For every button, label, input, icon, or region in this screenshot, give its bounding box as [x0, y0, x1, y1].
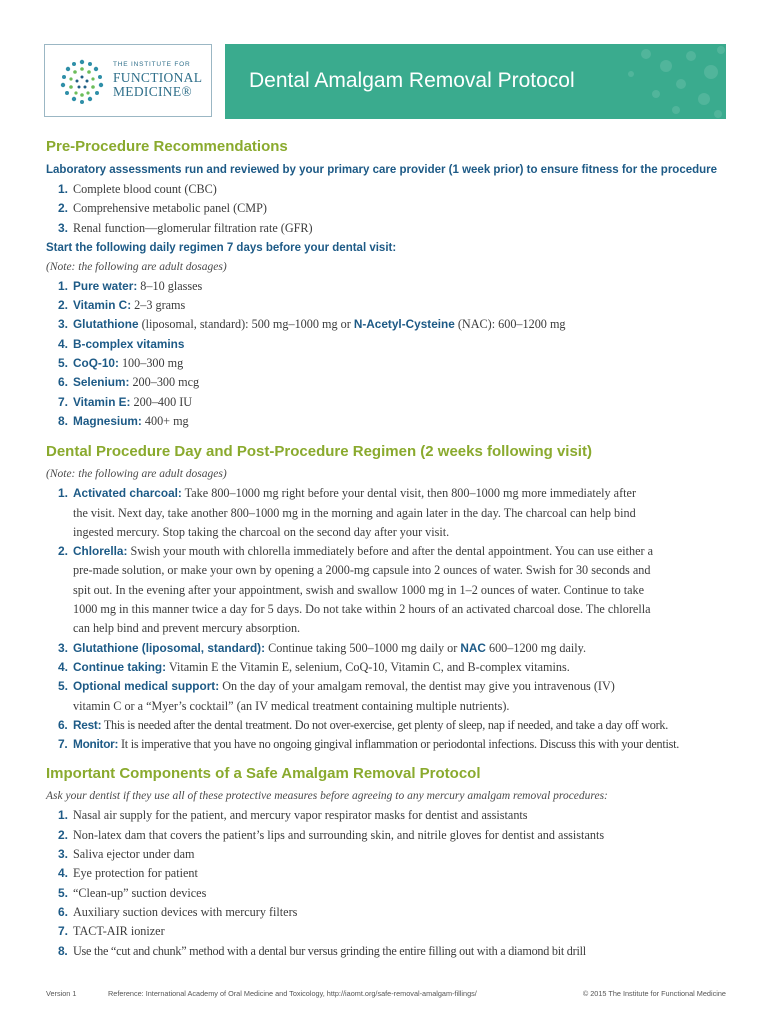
item-label: Continue taking:	[73, 659, 167, 674]
item-number: 4.	[58, 659, 69, 674]
item-text-line: This is needed after the dental treatment. Do not over-exercise, get plenty of sleep, nap if needed, and take a day off work.	[101, 717, 669, 732]
list-item	[46, 806, 736, 825]
footer-reference: Reference: International Academy of Oral Medicine and Toxicology, http://iaomt.org/safe-removal-amalgam-fillings/	[108, 989, 477, 998]
item-number: 8.	[58, 413, 69, 428]
logo-dots-icon	[59, 59, 105, 105]
lab-list	[46, 180, 736, 238]
item-label: Monitor:	[73, 737, 119, 752]
item-text: Non-latex dam that covers the patient’s lips and surrounding skin, and nitrile gloves for dentist and assistants	[73, 827, 605, 842]
footer-version: Version 1	[46, 989, 77, 998]
item-number: 1.	[58, 278, 69, 293]
item-number: 3.	[58, 317, 69, 332]
list-item	[46, 826, 736, 845]
list-item	[46, 393, 736, 412]
list-item	[46, 277, 736, 296]
list-item	[46, 373, 736, 392]
list-item	[46, 735, 736, 754]
item-text: “Clean-up” suction devices	[73, 885, 207, 900]
regimen-list	[46, 277, 736, 431]
list-item	[46, 484, 736, 542]
list-item	[46, 922, 736, 941]
item-text: Comprehensive metabolic panel (CMP)	[73, 201, 267, 216]
item-text-line: can help bind and prevent mercury absorption.	[73, 621, 301, 636]
item-label: Rest:	[73, 717, 102, 732]
list-item	[46, 542, 736, 638]
item-text-line: vitamin C or a “Myer’s cocktail” (an IV medical treatment containing multiple nutrients).	[73, 698, 510, 713]
dosage-note: (Note: the following are adult dosages)	[46, 468, 227, 481]
footer-copyright: © 2015 The Institute for Functional Medicine	[582, 989, 726, 998]
item-label-secondary: N-Acetyl-Cysteine	[353, 317, 455, 332]
list-item	[46, 677, 736, 716]
item-text: Saliva ejector under dam	[73, 847, 195, 862]
item-number: 1.	[58, 486, 69, 501]
item-text: 2–3 grams	[131, 298, 186, 313]
item-text: Nasal air supply for the patient, and mercury vapor respirator masks for dentist and assistants	[73, 808, 528, 823]
lab-heading: Laboratory assessments run and reviewed by your primary care provider (1 week prior) to ensure fitness for the procedure	[46, 164, 718, 176]
item-number: 2.	[58, 544, 69, 559]
item-number: 2.	[58, 827, 69, 842]
item-label: Magnesium:	[73, 413, 142, 428]
title-banner	[225, 44, 726, 119]
section-heading-safe-removal: Important Components of a Safe Amalgam Removal Protocol	[46, 765, 481, 783]
list-item	[46, 639, 736, 658]
logo-small-text: THE INSTITUTE FOR	[113, 61, 191, 68]
item-text: Use the “cut and chunk” method with a dental bur versus grinding the entire filling out with a diamond bit drill	[73, 943, 586, 958]
list-item	[46, 354, 736, 373]
item-text: Continue taking 500–1000 mg daily or	[265, 640, 461, 655]
item-number: 4.	[58, 336, 69, 351]
list-item	[46, 315, 736, 334]
document-body	[46, 137, 736, 961]
item-label: B-complex vitamins	[73, 336, 185, 351]
list-item	[46, 296, 736, 315]
list-item	[46, 199, 736, 218]
item-number: 1.	[58, 808, 69, 823]
list-item	[46, 942, 736, 961]
item-text-line: It is imperative that you have no ongoing gingival inflammation or periodontal infections. Discuss this with your dentist.	[118, 737, 680, 752]
logo-text-line1: FUNCTIONAL	[113, 70, 203, 85]
item-number: 3.	[58, 847, 69, 862]
item-text-secondary: 600–1200 mg daily.	[485, 640, 587, 655]
item-label: Glutathione	[73, 317, 139, 332]
item-label: Pure water:	[73, 278, 138, 293]
list-item	[46, 658, 736, 677]
safe-removal-note: Ask your dentist if they use all of these protective measures before agreeing to any mercury amalgam removal procedures:	[46, 790, 608, 803]
list-item	[46, 335, 736, 354]
item-number: 6.	[58, 717, 68, 732]
item-text: (liposomal, standard): 500 mg–1000 mg or	[138, 317, 354, 332]
item-label: Activated charcoal:	[73, 486, 182, 501]
regimen-heading: Start the following daily regimen 7 days before your dental visit:	[46, 241, 397, 254]
item-text: 200–300 mcg	[129, 375, 200, 390]
item-text: 400+ mg	[141, 413, 189, 428]
item-text: TACT-AIR ionizer	[73, 924, 165, 939]
item-text-line: On the day of your amalgam removal, the dentist may give you intravenous (IV)	[219, 679, 615, 694]
item-text: Eye protection for patient	[73, 866, 198, 881]
item-text: 100–300 mg	[118, 356, 184, 371]
item-text: Renal function—glomerular filtration rate (GFR)	[73, 220, 313, 235]
section-heading-procedure-day: Dental Procedure Day and Post-Procedure Regimen (2 weeks following visit)	[46, 443, 592, 461]
list-item	[46, 864, 736, 883]
item-number: 7.	[58, 924, 69, 939]
item-label: Glutathione (liposomal, standard):	[73, 640, 266, 655]
item-text-line: pre-made solution, or make your own by opening a 2000-mg capsule into 2 ounces of water. Swish for 30 seconds and	[73, 563, 651, 578]
item-text-line: Vitamin E the Vitamin E, selenium, CoQ-10, Vitamin C, and B-complex vitamins.	[166, 659, 570, 674]
item-number: 2.	[58, 298, 69, 313]
list-item	[46, 180, 736, 199]
list-item	[46, 219, 736, 238]
item-label: Vitamin C:	[73, 298, 132, 313]
item-label: Optional medical support:	[73, 679, 220, 694]
item-text: Complete blood count (CBC)	[73, 182, 217, 196]
dosage-note: (Note: the following are adult dosages)	[46, 260, 227, 273]
list-item	[46, 884, 736, 903]
logo	[44, 44, 212, 117]
section-heading-pre-procedure: Pre-Procedure Recommendations	[46, 138, 288, 155]
item-number: 3.	[58, 220, 69, 235]
item-number: 6.	[58, 904, 69, 919]
item-text-line: the visit. Next day, take another 800–1000 mg in the morning and again later in the day. The charcoal can help bind	[73, 505, 636, 520]
item-label: CoQ-10:	[73, 356, 119, 371]
safe-removal-list	[46, 806, 736, 960]
item-text: Auxiliary suction devices with mercury filters	[73, 904, 298, 919]
item-label-secondary: NAC	[460, 640, 486, 655]
item-text-line: ingested mercury. Stop taking the charcoal on the second day after your visit.	[73, 524, 450, 539]
logo-text-line2: MEDICINE®	[113, 84, 192, 99]
list-item	[46, 716, 736, 735]
item-number: 5.	[58, 885, 69, 900]
item-number: 4.	[58, 866, 69, 881]
item-number: 7.	[58, 737, 68, 752]
item-number: 1.	[58, 182, 69, 196]
item-number: 8.	[58, 943, 68, 958]
list-item	[46, 845, 736, 864]
item-label: Vitamin E:	[73, 394, 131, 409]
list-item	[46, 903, 736, 922]
item-number: 3.	[58, 640, 69, 655]
list-item	[46, 412, 736, 431]
page-title: Dental Amalgam Removal Protocol	[249, 69, 575, 92]
item-text: 8–10 glasses	[137, 278, 203, 293]
item-label: Selenium:	[73, 375, 130, 390]
item-label: Chlorella:	[73, 544, 128, 559]
item-number: 7.	[58, 394, 69, 409]
item-number: 5.	[58, 679, 69, 694]
item-text: 200–400 IU	[130, 394, 193, 409]
item-text-line: Take 800–1000 mg right before your dental visit, then 800–1000 mg more immediately after	[181, 486, 636, 501]
procedure-day-list	[46, 484, 736, 754]
header	[44, 44, 726, 119]
item-text-line: spit out. In the evening after your appointment, swish and swallow 1000 mg in 1–2 ounces of water. Continue to take	[73, 582, 645, 597]
item-number: 6.	[58, 375, 69, 390]
item-text-secondary: (NAC): 600–1200 mg	[454, 317, 566, 332]
item-text-line: 1000 mg in this manner twice a day for 5 days. Do not take within 2 hours of an activated charcoal dose. The chlorella	[73, 602, 651, 617]
item-text-line: Swish your mouth with chlorella immediately before and after the dental appointment. You can use either a	[127, 544, 654, 559]
item-number: 5.	[58, 356, 69, 371]
item-number: 2.	[58, 201, 69, 216]
